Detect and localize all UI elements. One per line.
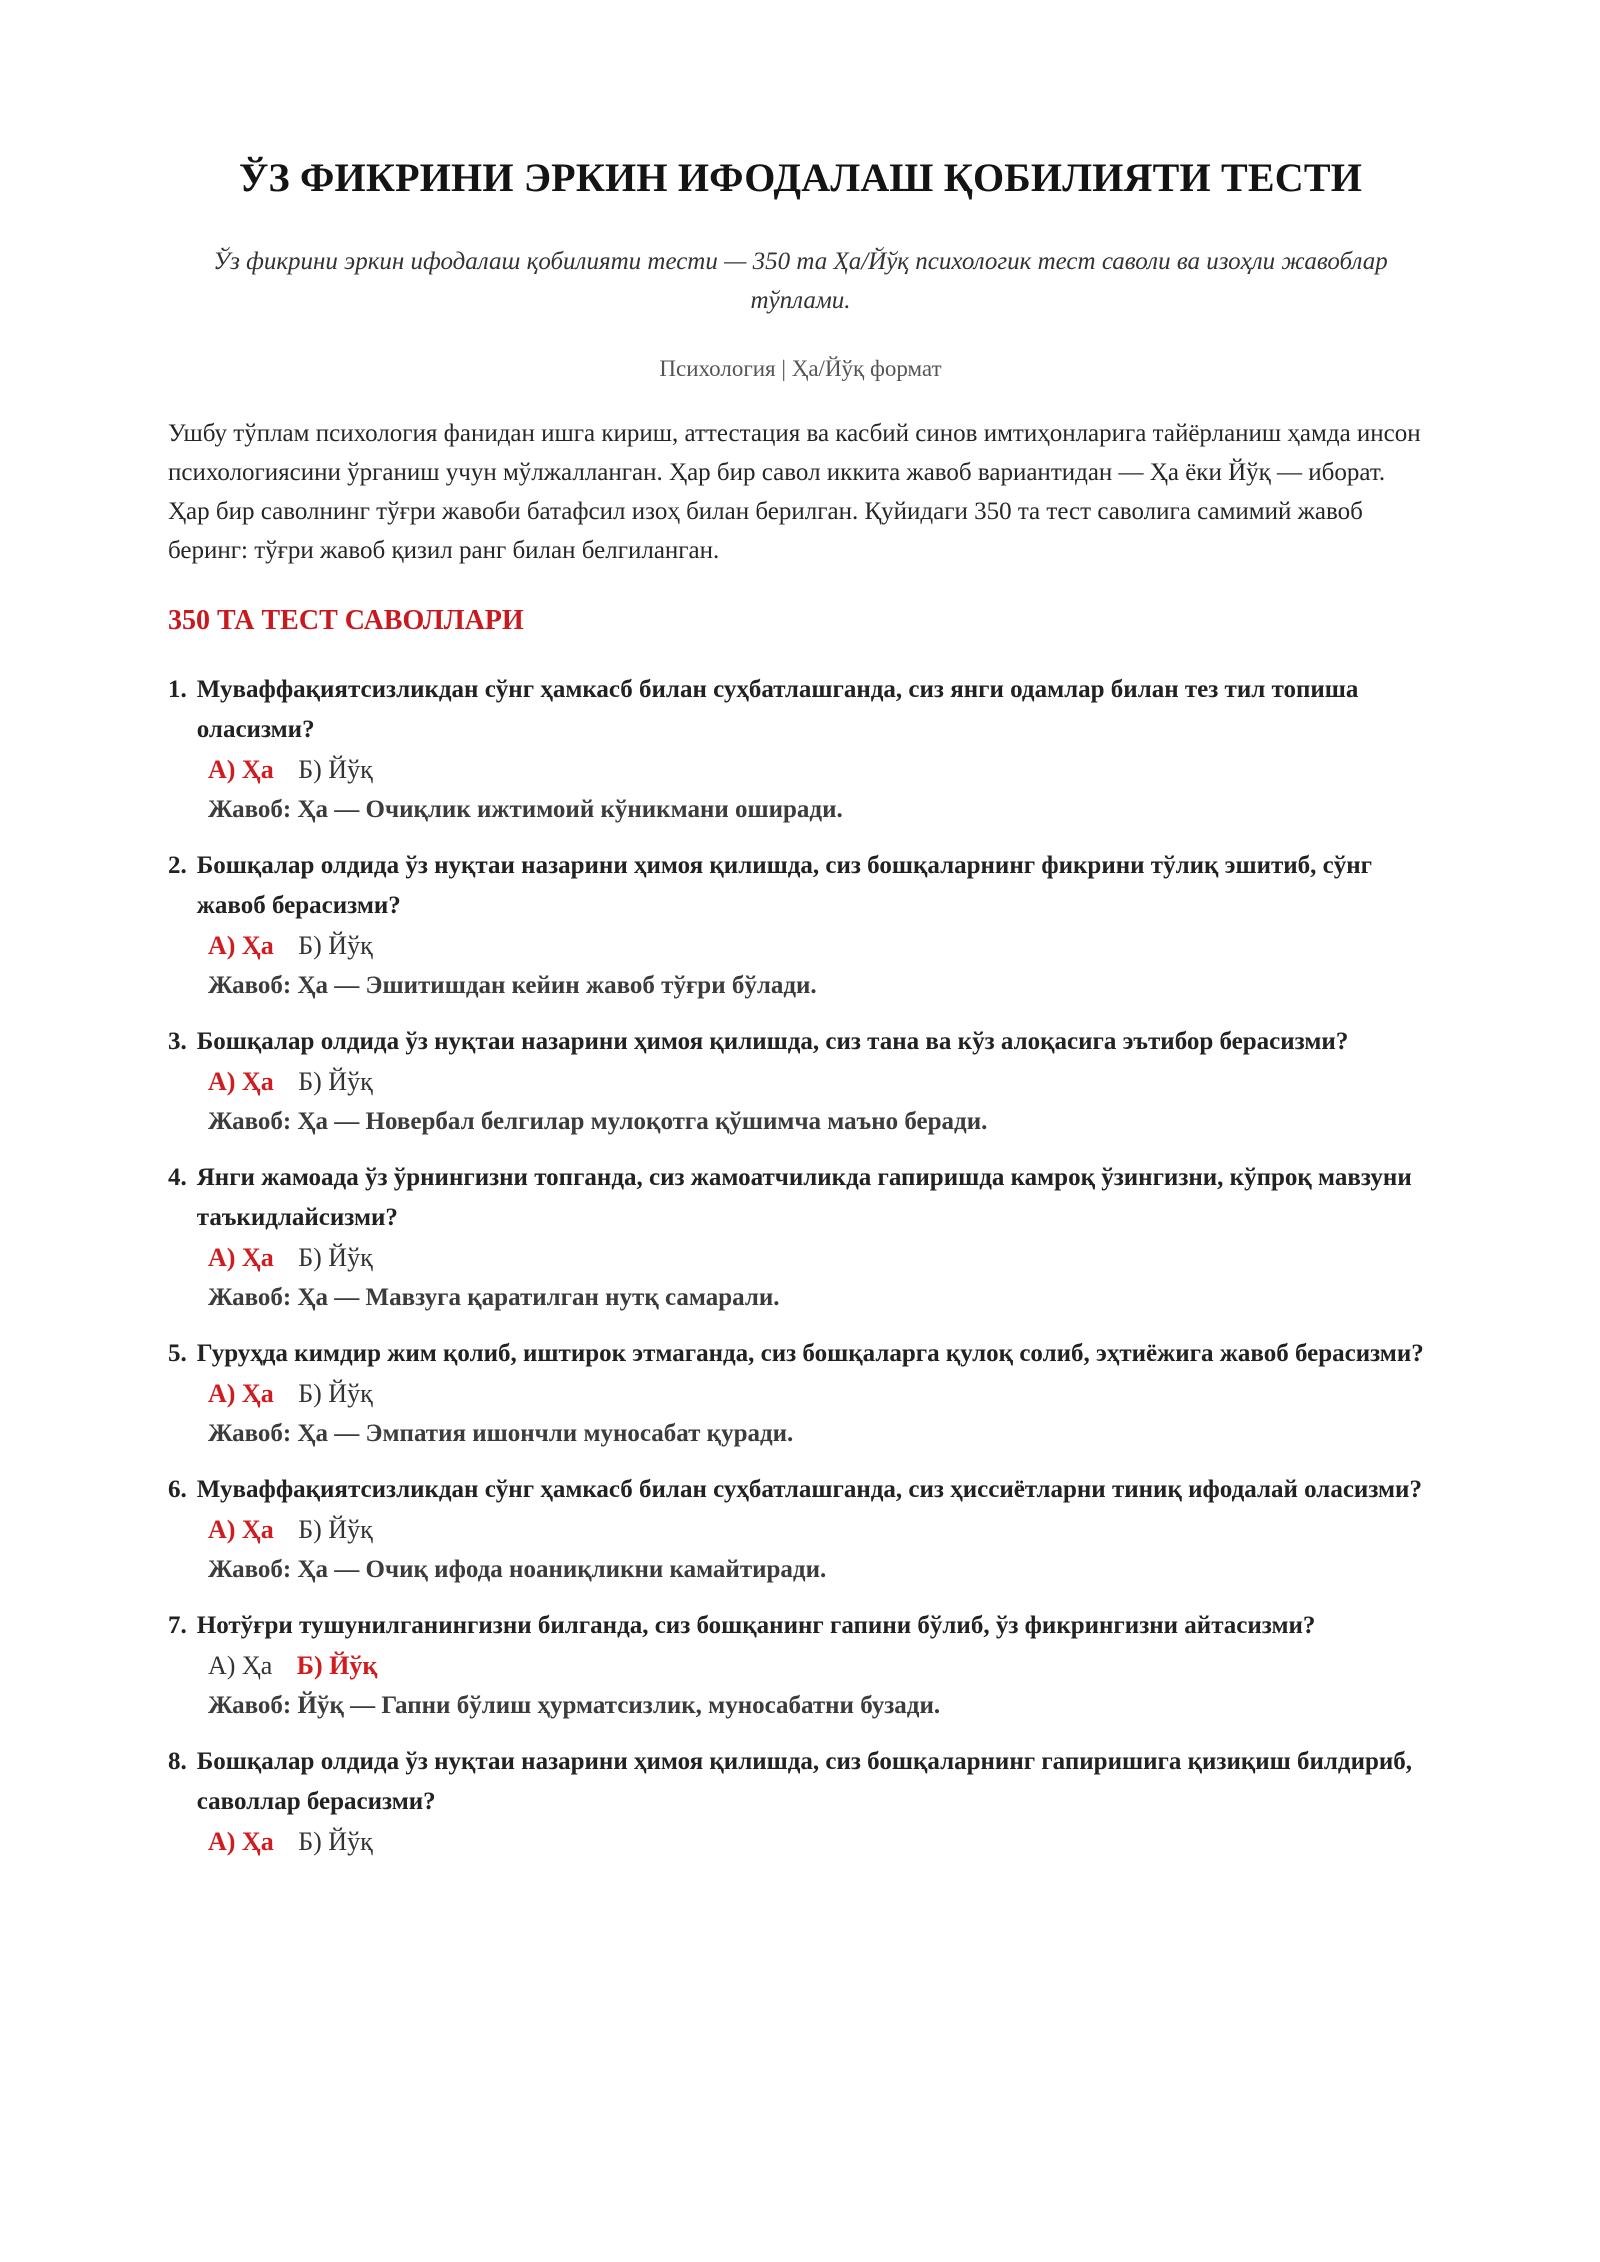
question-item xyxy=(168,670,1433,830)
option-b: Б) Йўқ xyxy=(298,1515,373,1544)
option-a: А) Ҳа xyxy=(208,755,274,784)
option-a: А) Ҳа xyxy=(208,931,274,960)
intro-paragraph: Ушбу тўплам психология фанидан ишга кириш, аттестация ва касбий синов имтиҳонларига тайёрланиш ҳамда инсон психологиясини ўрганиш учун мўлжалланган. Ҳар бир савол иккита жавоб вариантидан — Ҳа ёки Йўқ — иборат. Ҳар бир саволнинг тўғри жавоби батафсил изоҳ билан берилган. Қуйидаги 350 та тест саволига самимий жавоб беринг: тўғри жавоб қизил ранг билан белгиланган. xyxy=(168,420,1421,564)
option-a: А) Ҳа xyxy=(208,1067,274,1096)
answer-options xyxy=(208,1510,1433,1550)
answer-explanation: Жавоб: Ҳа — Эшитишдан кейин жавоб тўғри бўлади. xyxy=(208,972,817,999)
question-text xyxy=(168,1158,1433,1238)
question-body: Бошқалар олдида ўз нуқтаи назарини ҳимоя қилишда, сиз бошқаларнинг гапиришига қизиқиш билдириб, саволлар берасизми? xyxy=(196,1748,1413,1815)
answer-explanation: Жавоб: Ҳа — Новербал белгилар мулоқотга қўшимча маъно беради. xyxy=(208,1108,988,1135)
answer-explanation: Жавоб: Ҳа — Очиқлик ижтимоий кўникмани оширади. xyxy=(208,796,843,823)
question-text xyxy=(168,1742,1433,1822)
question-list xyxy=(168,670,1433,1862)
question-text xyxy=(168,1606,1433,1646)
question-body: Нотўғри тушунилганингизни билганда, сиз бошқанинг гапини бўлиб, ўз фикрингизни айтасизми? xyxy=(196,1612,1316,1639)
option-a: А) Ҳа xyxy=(208,1379,274,1408)
section-heading: 350 ТА ТЕСТ САВОЛЛАРИ xyxy=(168,605,524,636)
question-text xyxy=(168,1470,1433,1510)
option-b: Б) Йўқ xyxy=(296,1651,378,1680)
option-a: А) Ҳа xyxy=(208,1651,273,1680)
answer-explanation: Жавоб: Ҳа — Эмпатия ишончли муносабат қуради. xyxy=(208,1420,794,1447)
option-b: Б) Йўқ xyxy=(298,1827,373,1856)
question-body: Бошқалар олдида ўз нуқтаи назарини ҳимоя қилишда, сиз тана ва кўз алоқасига эътибор берасизми? xyxy=(196,1028,1349,1055)
document-page xyxy=(168,140,1433,1878)
question-text xyxy=(168,1022,1433,1062)
option-b: Б) Йўқ xyxy=(298,1067,373,1096)
question-body: Муваффақиятсизликдан сўнг ҳамкасб билан суҳбатлашганда, сиз ҳиссиётларни тиниқ ифодалай оласизми? xyxy=(196,1476,1422,1503)
question-text xyxy=(168,1334,1433,1374)
question-text xyxy=(168,670,1433,750)
question-body: Муваффақиятсизликдан сўнг ҳамкасб билан суҳбатлашганда, сиз янги одамлар билан тез тил топиша оласизми? xyxy=(196,676,1359,743)
answer-options xyxy=(208,926,1433,966)
option-a: А) Ҳа xyxy=(208,1827,274,1856)
document-meta: Психология | Ҳа/Йўқ формат xyxy=(659,356,942,381)
question-number: 3. xyxy=(168,1028,187,1055)
question-text xyxy=(168,846,1433,926)
question-item xyxy=(168,1742,1433,1862)
option-a: А) Ҳа xyxy=(208,1243,274,1272)
option-b: Б) Йўқ xyxy=(298,931,373,960)
question-number: 4. xyxy=(168,1164,187,1191)
question-number: 2. xyxy=(168,852,187,879)
question-item xyxy=(168,1158,1433,1318)
question-number: 6. xyxy=(168,1476,187,1503)
answer-options xyxy=(208,1238,1433,1278)
answer-options xyxy=(208,1822,1433,1862)
question-number: 1. xyxy=(168,676,187,703)
question-item xyxy=(168,1470,1433,1590)
question-item xyxy=(168,1022,1433,1142)
question-item xyxy=(168,1606,1433,1726)
question-number: 7. xyxy=(168,1612,187,1639)
question-number: 5. xyxy=(168,1340,187,1367)
question-item xyxy=(168,1334,1433,1454)
option-a: А) Ҳа xyxy=(208,1515,274,1544)
question-body: Бошқалар олдида ўз нуқтаи назарини ҳимоя қилишда, сиз бошқаларнинг фикрини тўлиқ эшитиб, сўнг жавоб берасизми? xyxy=(196,852,1373,919)
question-body: Янги жамоада ўз ўрнингизни топганда, сиз жамоатчиликда гапиришда камроқ ўзингизни, кўпроқ мавзуни таъкидлайсизми? xyxy=(196,1164,1412,1231)
answer-options xyxy=(208,1062,1433,1102)
option-b: Б) Йўқ xyxy=(298,1379,373,1408)
question-number: 8. xyxy=(168,1748,187,1775)
answer-explanation: Жавоб: Ҳа — Очиқ ифода ноаниқликни камайтиради. xyxy=(208,1556,827,1583)
answer-options xyxy=(208,1646,1433,1686)
answer-explanation: Жавоб: Йўқ — Гапни бўлиш ҳурматсизлик, муносабатни бузади. xyxy=(208,1692,941,1719)
option-b: Б) Йўқ xyxy=(298,755,373,784)
answer-explanation: Жавоб: Ҳа — Мавзуга қаратилган нутқ самарали. xyxy=(208,1284,780,1311)
answer-options xyxy=(208,750,1433,790)
document-subtitle: Ўз фикрини эркин ифодалаш қобилияти тести — 350 та Ҳа/Йўқ психологик тест саволи ва изоҳли жавоблар тўплами. xyxy=(213,248,1388,314)
question-item xyxy=(168,846,1433,1006)
option-b: Б) Йўқ xyxy=(298,1243,373,1272)
question-body: Гуруҳда кимдир жим қолиб, иштирок этмаганда, сиз бошқаларга қулоқ солиб, эҳтиёжига жавоб берасизми? xyxy=(196,1340,1424,1367)
answer-options xyxy=(208,1374,1433,1414)
document-title: ЎЗ ФИКРИНИ ЭРКИН ИФОДАЛАШ ҚОБИЛИЯТИ ТЕСТИ xyxy=(238,155,1363,200)
